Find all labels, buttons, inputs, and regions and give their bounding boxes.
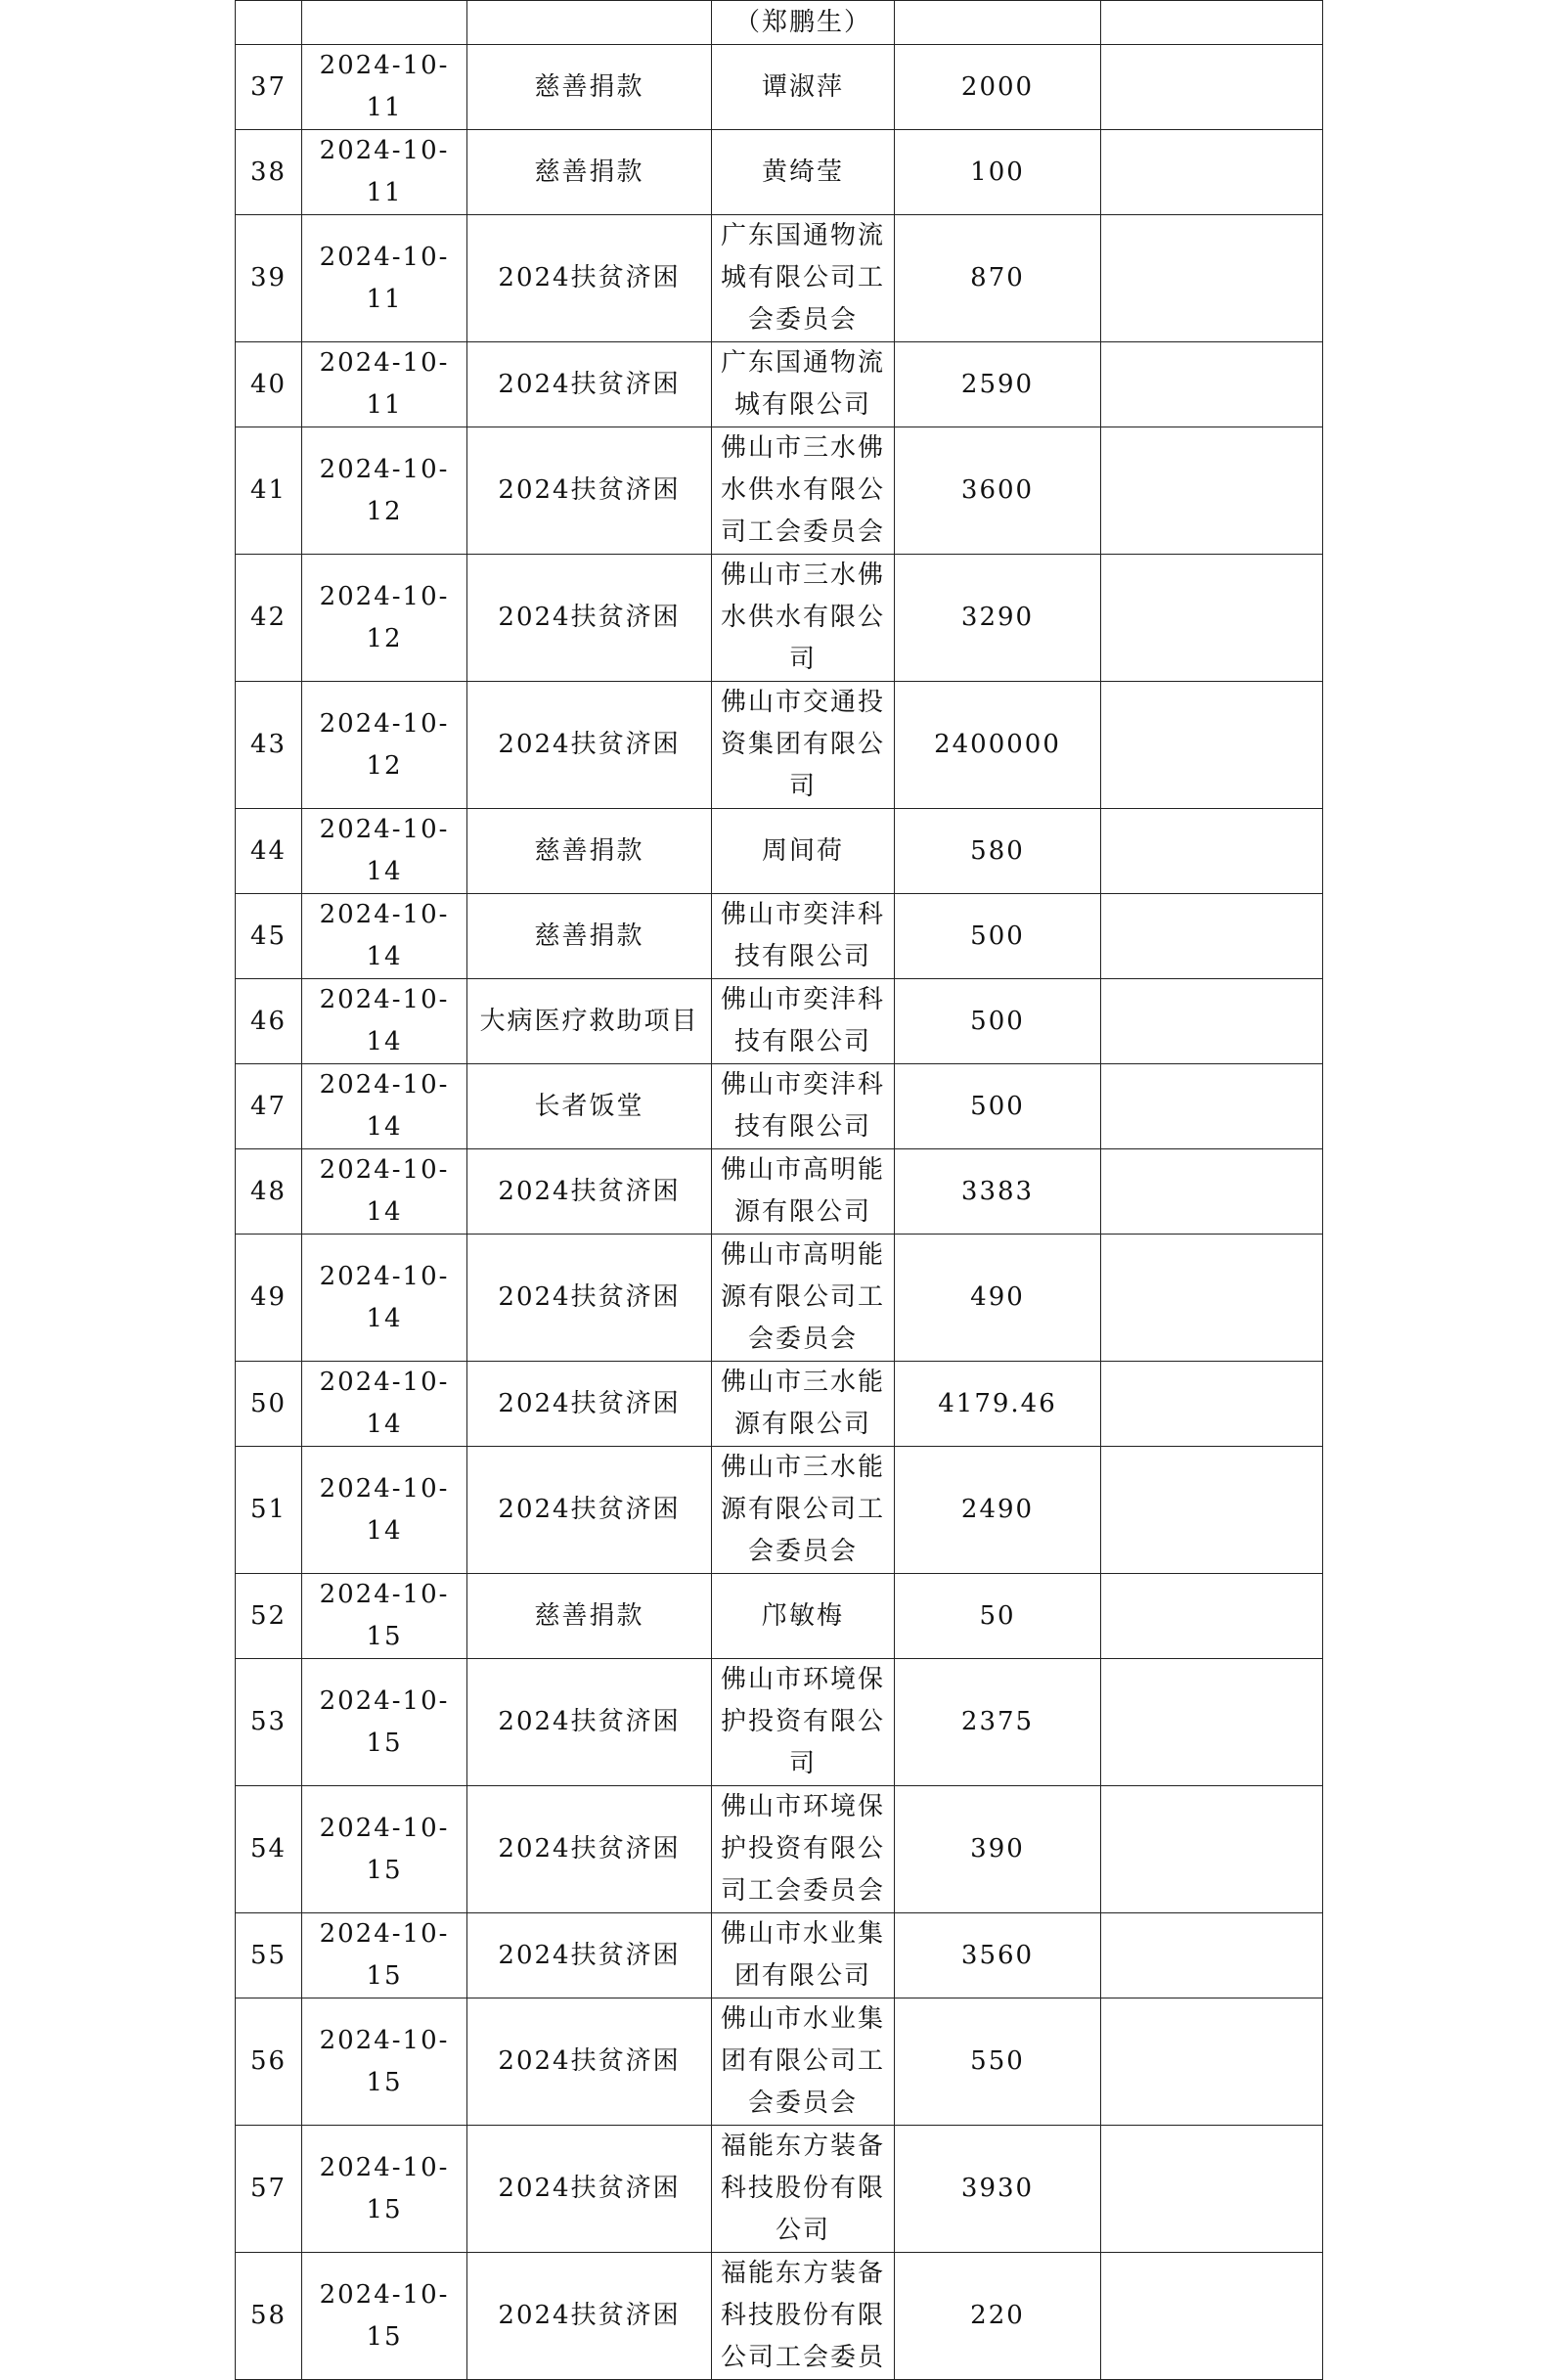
note-cell (1101, 894, 1323, 979)
donor-name: 佛山市三水佛水供水有限公司 (720, 561, 885, 674)
donor-cell (712, 1362, 895, 1447)
date-cell: 2024-10-11 (302, 215, 467, 342)
donor-name: 佛山市环境保护投资有限公司工会委员会 (720, 1792, 885, 1906)
project-cell: 2024扶贫济困 (467, 1998, 712, 2126)
amount-cell: 2400000 (895, 682, 1101, 809)
table-row (236, 979, 1323, 1064)
donor-name: 黄绮莹 (761, 157, 844, 187)
project-cell: 慈善捐款 (467, 45, 712, 130)
row-number-cell: 50 (236, 1362, 302, 1447)
project-cell: 2024扶贫济困 (467, 1786, 712, 1913)
amount-cell: 580 (895, 809, 1101, 894)
donor-name: 佛山市奕沣科技有限公司 (720, 900, 885, 971)
note-cell (1101, 1659, 1323, 1786)
amount-cell (895, 1, 1101, 45)
note-cell (1101, 979, 1323, 1064)
date-cell: 2024-10-14 (302, 1362, 467, 1447)
table-row (236, 682, 1323, 809)
amount-cell: 390 (895, 1786, 1101, 1913)
row-number-cell: 56 (236, 1998, 302, 2126)
donor-cell (712, 2253, 895, 2380)
table-row (236, 215, 1323, 342)
table-row (236, 130, 1323, 215)
project-cell: 长者饭堂 (467, 1064, 712, 1149)
date-cell: 2024-10-15 (302, 1998, 467, 2126)
donor-cell (712, 130, 895, 215)
donation-table-body (236, 1, 1323, 2380)
note-cell (1101, 1, 1323, 45)
donor-name: 佛山市奕沣科技有限公司 (720, 1070, 885, 1142)
note-cell (1101, 2126, 1323, 2253)
table-row (236, 2253, 1323, 2380)
donor-cell (712, 342, 895, 427)
table-row (236, 1, 1323, 45)
amount-cell: 490 (895, 1235, 1101, 1362)
row-number-cell: 57 (236, 2126, 302, 2253)
donor-cell (712, 809, 895, 894)
note-cell (1101, 1235, 1323, 1362)
donor-cell (712, 1, 895, 45)
project-cell: 2024扶贫济困 (467, 1447, 712, 1574)
row-number-cell: 58 (236, 2253, 302, 2380)
row-number-cell: 42 (236, 555, 302, 682)
donor-name: 佛山市水业集团有限公司 (720, 1919, 885, 1991)
donor-name: 邝敏梅 (761, 1600, 844, 1631)
date-cell: 2024-10-14 (302, 1235, 467, 1362)
amount-cell: 3560 (895, 1913, 1101, 1998)
donor-cell (712, 1574, 895, 1659)
row-number-cell: 48 (236, 1149, 302, 1235)
date-cell: 2024-10-11 (302, 45, 467, 130)
date-cell: 2024-10-15 (302, 1574, 467, 1659)
table-row (236, 894, 1323, 979)
donor-cell (712, 1064, 895, 1149)
date-cell: 2024-10-11 (302, 130, 467, 215)
donor-cell (712, 682, 895, 809)
amount-cell: 220 (895, 2253, 1101, 2380)
row-number-cell: 43 (236, 682, 302, 809)
note-cell (1101, 1447, 1323, 1574)
amount-cell: 2000 (895, 45, 1101, 130)
amount-cell: 500 (895, 894, 1101, 979)
note-cell (1101, 1574, 1323, 1659)
date-cell: 2024-10-15 (302, 1786, 467, 1913)
table-row (236, 342, 1323, 427)
row-number-cell: 40 (236, 342, 302, 427)
project-cell: 2024扶贫济困 (467, 2253, 712, 2380)
donor-name: 广东国通物流城有限公司 (720, 348, 885, 420)
project-cell: 慈善捐款 (467, 1574, 712, 1659)
row-number-cell: 37 (236, 45, 302, 130)
date-cell: 2024-10-15 (302, 2126, 467, 2253)
date-cell: 2024-10-12 (302, 555, 467, 682)
project-cell: 2024扶贫济困 (467, 1913, 712, 1998)
project-cell: 2024扶贫济困 (467, 1659, 712, 1786)
donor-cell (712, 1659, 895, 1786)
project-cell: 2024扶贫济困 (467, 682, 712, 809)
donor-cell (712, 894, 895, 979)
date-cell: 2024-10-15 (302, 1913, 467, 1998)
row-number-cell (236, 1, 302, 45)
note-cell (1101, 1362, 1323, 1447)
table-row (236, 1447, 1323, 1574)
amount-cell: 2590 (895, 342, 1101, 427)
donor-name: 佛山市三水能源有限公司工会委员会 (720, 1453, 885, 1566)
amount-cell: 500 (895, 979, 1101, 1064)
row-number-cell: 38 (236, 130, 302, 215)
note-cell (1101, 2253, 1323, 2380)
note-cell (1101, 555, 1323, 682)
note-cell (1101, 130, 1323, 215)
donor-cell (712, 1998, 895, 2126)
table-row (236, 427, 1323, 555)
row-number-cell: 46 (236, 979, 302, 1064)
project-cell: 大病医疗救助项目 (467, 979, 712, 1064)
donor-cell (712, 45, 895, 130)
note-cell (1101, 427, 1323, 555)
amount-cell: 3930 (895, 2126, 1101, 2253)
project-cell: 2024扶贫济困 (467, 1362, 712, 1447)
project-cell: 2024扶贫济困 (467, 342, 712, 427)
donor-cell (712, 1235, 895, 1362)
note-cell (1101, 809, 1323, 894)
donor-name: 佛山市三水佛水供水有限公司工会委员会 (720, 433, 885, 547)
table-row (236, 1235, 1323, 1362)
date-cell: 2024-10-14 (302, 809, 467, 894)
project-cell: 2024扶贫济困 (467, 427, 712, 555)
table-row (236, 1998, 1323, 2126)
date-cell: 2024-10-14 (302, 1447, 467, 1574)
date-cell: 2024-10-12 (302, 427, 467, 555)
row-number-cell: 54 (236, 1786, 302, 1913)
project-cell: 慈善捐款 (467, 130, 712, 215)
date-cell: 2024-10-14 (302, 894, 467, 979)
note-cell (1101, 215, 1323, 342)
row-number-cell: 52 (236, 1574, 302, 1659)
table-row (236, 45, 1323, 130)
date-cell: 2024-10-11 (302, 342, 467, 427)
note-cell (1101, 45, 1323, 130)
amount-cell: 500 (895, 1064, 1101, 1149)
donation-table (235, 0, 1323, 2380)
donor-name: 佛山市高明能源有限公司工会委员会 (720, 1240, 885, 1354)
row-number-cell: 47 (236, 1064, 302, 1149)
table-row (236, 1064, 1323, 1149)
note-cell (1101, 1064, 1323, 1149)
donor-name: 佛山市三水能源有限公司 (720, 1368, 885, 1439)
donor-name: 谭淑萍 (761, 71, 844, 102)
amount-cell: 550 (895, 1998, 1101, 2126)
donor-cell (712, 2126, 895, 2253)
amount-cell: 4179.46 (895, 1362, 1101, 1447)
donor-name: 佛山市环境保护投资有限公司 (720, 1665, 885, 1778)
row-number-cell: 44 (236, 809, 302, 894)
amount-cell: 3383 (895, 1149, 1101, 1235)
table-row (236, 1149, 1323, 1235)
table-row (236, 555, 1323, 682)
donor-cell (712, 1149, 895, 1235)
date-cell: 2024-10-14 (302, 1064, 467, 1149)
donor-cell (712, 1786, 895, 1913)
project-cell (467, 1, 712, 45)
donor-name: 佛山市水业集团有限公司工会委员会 (720, 2004, 885, 2118)
row-number-cell: 41 (236, 427, 302, 555)
donor-name: 广东国通物流城有限公司工会委员会 (720, 221, 885, 335)
donor-cell (712, 1913, 895, 1998)
project-cell: 2024扶贫济困 (467, 215, 712, 342)
note-cell (1101, 1149, 1323, 1235)
donor-name: 佛山市奕沣科技有限公司 (720, 985, 885, 1056)
donor-name: 佛山市交通投资集团有限公司 (720, 688, 885, 801)
date-cell: 2024-10-14 (302, 979, 467, 1064)
donor-cell (712, 979, 895, 1064)
row-number-cell: 55 (236, 1913, 302, 1998)
amount-cell: 2375 (895, 1659, 1101, 1786)
table-row (236, 1362, 1323, 1447)
project-cell: 2024扶贫济困 (467, 1235, 712, 1362)
table-row (236, 809, 1323, 894)
row-number-cell: 39 (236, 215, 302, 342)
date-cell (302, 1, 467, 45)
date-cell: 2024-10-14 (302, 1149, 467, 1235)
amount-cell: 870 (895, 215, 1101, 342)
donor-name: （郑鹏生） (733, 7, 871, 37)
row-number-cell: 49 (236, 1235, 302, 1362)
amount-cell: 3290 (895, 555, 1101, 682)
donor-name: 福能东方装备科技股份有限公司工会委员 (720, 2259, 885, 2372)
donor-cell (712, 427, 895, 555)
note-cell (1101, 1913, 1323, 1998)
donor-name: 周间荷 (761, 835, 844, 866)
note-cell (1101, 682, 1323, 809)
date-cell: 2024-10-12 (302, 682, 467, 809)
donor-name: 佛山市高明能源有限公司 (720, 1155, 885, 1227)
row-number-cell: 53 (236, 1659, 302, 1786)
amount-cell: 50 (895, 1574, 1101, 1659)
table-row (236, 2126, 1323, 2253)
project-cell: 慈善捐款 (467, 809, 712, 894)
donor-cell (712, 215, 895, 342)
amount-cell: 3600 (895, 427, 1101, 555)
date-cell: 2024-10-15 (302, 1659, 467, 1786)
amount-cell: 100 (895, 130, 1101, 215)
project-cell: 2024扶贫济困 (467, 2126, 712, 2253)
note-cell (1101, 1786, 1323, 1913)
table-row (236, 1574, 1323, 1659)
donor-name: 福能东方装备科技股份有限公司 (720, 2132, 885, 2245)
date-cell: 2024-10-15 (302, 2253, 467, 2380)
project-cell: 2024扶贫济困 (467, 555, 712, 682)
row-number-cell: 51 (236, 1447, 302, 1574)
donor-cell (712, 555, 895, 682)
table-row (236, 1913, 1323, 1998)
note-cell (1101, 342, 1323, 427)
project-cell: 慈善捐款 (467, 894, 712, 979)
project-cell: 2024扶贫济困 (467, 1149, 712, 1235)
amount-cell: 2490 (895, 1447, 1101, 1574)
table-row (236, 1659, 1323, 1786)
note-cell (1101, 1998, 1323, 2126)
row-number-cell: 45 (236, 894, 302, 979)
donor-cell (712, 1447, 895, 1574)
table-row (236, 1786, 1323, 1913)
